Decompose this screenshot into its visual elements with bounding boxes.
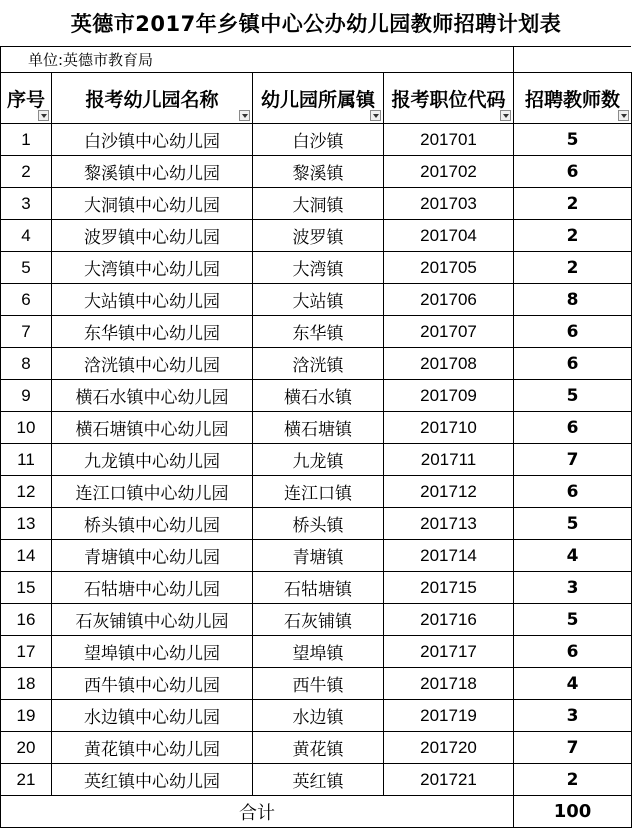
cell-kindergarten-name: 东华镇中心幼儿园 [52, 316, 253, 348]
cell-index: 15 [1, 572, 52, 604]
cell-index: 2 [1, 156, 52, 188]
cell-town: 浛洸镇 [253, 348, 384, 380]
cell-kindergarten-name: 桥头镇中心幼儿园 [52, 508, 253, 540]
cell-position-code: 201705 [384, 252, 514, 284]
cell-position-code: 201719 [384, 700, 514, 732]
cell-town: 青塘镇 [253, 540, 384, 572]
header-label: 幼儿园所属镇 [260, 88, 375, 111]
cell-town: 大湾镇 [253, 252, 384, 284]
cell-index: 5 [1, 252, 52, 284]
cell-index: 14 [1, 540, 52, 572]
cell-index: 6 [1, 284, 52, 316]
table-row [1, 252, 632, 284]
table-row [1, 444, 632, 476]
cell-town: 大站镇 [253, 284, 384, 316]
cell-position-code: 201716 [384, 604, 514, 636]
cell-town: 望埠镇 [253, 636, 384, 668]
cell-town: 水边镇 [253, 700, 384, 732]
cell-index: 7 [1, 316, 52, 348]
cell-position-code: 201714 [384, 540, 514, 572]
cell-position-code: 201710 [384, 412, 514, 444]
recruitment-table [0, 72, 632, 828]
table-row [1, 412, 632, 444]
header-label: 报考职位代码 [391, 88, 506, 111]
cell-kindergarten-name: 白沙镇中心幼儿园 [52, 124, 253, 156]
header-index [1, 73, 52, 124]
header-position-code [384, 73, 514, 124]
cell-position-code: 201717 [384, 636, 514, 668]
cell-position-code: 201711 [384, 444, 514, 476]
cell-position-code: 201707 [384, 316, 514, 348]
cell-teacher-count: 3 [514, 572, 632, 604]
cell-position-code: 201709 [384, 380, 514, 412]
table-header-row [1, 73, 632, 124]
table-row [1, 668, 632, 700]
table-row [1, 476, 632, 508]
cell-kindergarten-name: 黄花镇中心幼儿园 [52, 732, 253, 764]
cell-index: 12 [1, 476, 52, 508]
cell-kindergarten-name: 大湾镇中心幼儿园 [52, 252, 253, 284]
cell-index: 8 [1, 348, 52, 380]
cell-teacher-count: 5 [514, 124, 632, 156]
cell-teacher-count: 5 [514, 508, 632, 540]
cell-index: 20 [1, 732, 52, 764]
cell-teacher-count: 6 [514, 412, 632, 444]
cell-teacher-count: 4 [514, 540, 632, 572]
cell-town: 连江口镇 [253, 476, 384, 508]
cell-kindergarten-name: 水边镇中心幼儿园 [52, 700, 253, 732]
cell-position-code: 201720 [384, 732, 514, 764]
cell-teacher-count: 4 [514, 668, 632, 700]
cell-position-code: 201708 [384, 348, 514, 380]
table-row [1, 700, 632, 732]
filter-dropdown-icon[interactable] [38, 110, 49, 121]
cell-position-code: 201713 [384, 508, 514, 540]
cell-town: 九龙镇 [253, 444, 384, 476]
cell-town: 横石塘镇 [253, 412, 384, 444]
cell-teacher-count: 5 [514, 380, 632, 412]
header-kindergarten-name [52, 73, 253, 124]
cell-kindergarten-name: 九龙镇中心幼儿园 [52, 444, 253, 476]
header-teacher-count [514, 73, 632, 124]
cell-teacher-count: 6 [514, 156, 632, 188]
cell-index: 19 [1, 700, 52, 732]
cell-position-code: 201706 [384, 284, 514, 316]
cell-position-code: 201701 [384, 124, 514, 156]
table-row [1, 380, 632, 412]
filter-dropdown-icon[interactable] [500, 110, 511, 121]
cell-town: 英红镇 [253, 764, 384, 796]
cell-teacher-count: 3 [514, 700, 632, 732]
cell-teacher-count: 2 [514, 252, 632, 284]
cell-teacher-count: 8 [514, 284, 632, 316]
cell-kindergarten-name: 连江口镇中心幼儿园 [52, 476, 253, 508]
unit-label: 单位:英德市教育局 [28, 51, 154, 69]
cell-teacher-count: 2 [514, 188, 632, 220]
cell-index: 16 [1, 604, 52, 636]
cell-teacher-count: 7 [514, 444, 632, 476]
cell-teacher-count: 7 [514, 732, 632, 764]
header-label: 序号 [6, 88, 45, 111]
cell-position-code: 201703 [384, 188, 514, 220]
cell-teacher-count: 5 [514, 604, 632, 636]
filter-dropdown-icon[interactable] [618, 110, 629, 121]
cell-position-code: 201704 [384, 220, 514, 252]
table-row [1, 188, 632, 220]
cell-town: 石牯塘镇 [253, 572, 384, 604]
cell-town: 黄花镇 [253, 732, 384, 764]
cell-town: 西牛镇 [253, 668, 384, 700]
cell-kindergarten-name: 横石水镇中心幼儿园 [52, 380, 253, 412]
cell-index: 21 [1, 764, 52, 796]
table-row [1, 348, 632, 380]
cell-teacher-count: 2 [514, 764, 632, 796]
cell-index: 1 [1, 124, 52, 156]
table-row [1, 636, 632, 668]
table-row [1, 220, 632, 252]
header-label: 招聘教师数 [524, 88, 620, 111]
page-title: 英德市2017年乡镇中心公办幼儿园教师招聘计划表 [70, 12, 562, 36]
table-row [1, 284, 632, 316]
cell-town: 东华镇 [253, 316, 384, 348]
cell-teacher-count: 6 [514, 476, 632, 508]
cell-index: 11 [1, 444, 52, 476]
table-row [1, 540, 632, 572]
cell-town: 桥头镇 [253, 508, 384, 540]
cell-index: 9 [1, 380, 52, 412]
cell-town: 波罗镇 [253, 220, 384, 252]
cell-kindergarten-name: 大洞镇中心幼儿园 [52, 188, 253, 220]
table-row [1, 316, 632, 348]
cell-kindergarten-name: 大站镇中心幼儿园 [52, 284, 253, 316]
cell-teacher-count: 6 [514, 348, 632, 380]
cell-kindergarten-name: 青塘镇中心幼儿园 [52, 540, 253, 572]
cell-index: 10 [1, 412, 52, 444]
cell-town: 黎溪镇 [253, 156, 384, 188]
table-row [1, 732, 632, 764]
total-value: 100 [514, 796, 632, 828]
table-row [1, 508, 632, 540]
cell-position-code: 201721 [384, 764, 514, 796]
table-row [1, 604, 632, 636]
table-row [1, 124, 632, 156]
cell-kindergarten-name: 横石塘镇中心幼儿园 [52, 412, 253, 444]
table-row [1, 572, 632, 604]
cell-kindergarten-name: 浛洸镇中心幼儿园 [52, 348, 253, 380]
cell-teacher-count: 6 [514, 636, 632, 668]
cell-position-code: 201715 [384, 572, 514, 604]
cell-teacher-count: 6 [514, 316, 632, 348]
cell-teacher-count: 2 [514, 220, 632, 252]
table-row [1, 156, 632, 188]
cell-town: 横石水镇 [253, 380, 384, 412]
cell-position-code: 201718 [384, 668, 514, 700]
cell-position-code: 201712 [384, 476, 514, 508]
total-label: 合计 [1, 796, 514, 828]
cell-kindergarten-name: 英红镇中心幼儿园 [52, 764, 253, 796]
cell-position-code: 201702 [384, 156, 514, 188]
cell-index: 4 [1, 220, 52, 252]
cell-index: 17 [1, 636, 52, 668]
total-row [1, 796, 632, 828]
filter-dropdown-icon[interactable] [239, 110, 250, 121]
cell-kindergarten-name: 西牛镇中心幼儿园 [52, 668, 253, 700]
header-town [253, 73, 384, 124]
cell-kindergarten-name: 石牯塘中心幼儿园 [52, 572, 253, 604]
cell-kindergarten-name: 石灰铺镇中心幼儿园 [52, 604, 253, 636]
cell-town: 大洞镇 [253, 188, 384, 220]
cell-kindergarten-name: 波罗镇中心幼儿园 [52, 220, 253, 252]
cell-kindergarten-name: 黎溪镇中心幼儿园 [52, 156, 253, 188]
table-row [1, 764, 632, 796]
cell-town: 白沙镇 [253, 124, 384, 156]
header-label: 报考幼儿园名称 [85, 88, 219, 111]
cell-index: 3 [1, 188, 52, 220]
cell-index: 13 [1, 508, 52, 540]
filter-dropdown-icon[interactable] [370, 110, 381, 121]
cell-index: 18 [1, 668, 52, 700]
cell-town: 石灰铺镇 [253, 604, 384, 636]
cell-kindergarten-name: 望埠镇中心幼儿园 [52, 636, 253, 668]
